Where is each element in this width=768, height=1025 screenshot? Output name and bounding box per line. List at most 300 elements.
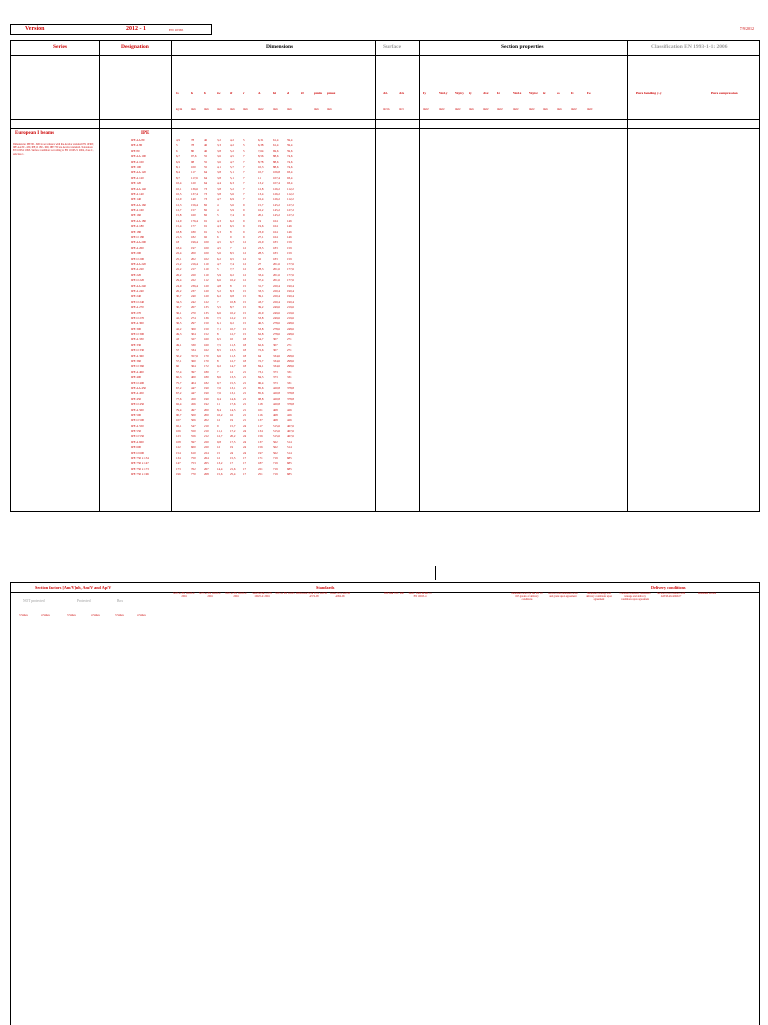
value-cell: 5,2 [230, 148, 234, 153]
value-cell: 12 [217, 418, 221, 423]
value-cell: 12,9 [176, 197, 182, 202]
value-cell: 15 [243, 310, 247, 315]
designation-cell: IPE A 100 [131, 159, 144, 164]
value-cell: 64 [258, 353, 262, 358]
value-cell: 6 [217, 235, 219, 240]
delivery-column-header: section with minimum order and grade upon agreement [548, 592, 578, 598]
value-cell: 190 [204, 391, 209, 396]
designation-cell: IPE 120 [131, 181, 142, 186]
value-cell: 21 [243, 391, 247, 396]
value-cell: 20,2 [230, 434, 236, 439]
value-cell: 17 [243, 466, 247, 471]
value-cell: 447 [191, 391, 196, 396]
value-cell: 220,4 [273, 299, 280, 304]
value-cell: 112,2 [287, 186, 294, 191]
value-cell: 278,6 [273, 332, 280, 337]
value-cell: 55 [204, 164, 208, 169]
designation-cell: IPE O 200 [131, 256, 145, 261]
value-cell: 9,2 [217, 364, 221, 369]
value-cell: 6,6 [217, 353, 221, 358]
value-cell: 123 [176, 434, 181, 439]
standard-column-header: S235 to EN 10025-2: 2004 [172, 592, 196, 598]
value-cell: 88,6 [273, 159, 279, 164]
value-cell: 278,6 [273, 326, 280, 331]
value-cell: 249,6 [273, 305, 280, 310]
unit-cell: mm [314, 107, 319, 111]
value-cell: 9,5 [230, 256, 234, 261]
symbol-cell: pmin [314, 91, 322, 95]
value-cell: 177,6 [287, 261, 294, 266]
value-cell: 22,9 [258, 240, 264, 245]
designation-cell: IPE O 220 [131, 278, 145, 283]
value-cell: 127,2 [287, 202, 294, 207]
unit-cell: mm [543, 107, 548, 111]
value-cell: 159 [287, 256, 292, 261]
unit-row [11, 107, 759, 113]
value-cell: 373 [273, 380, 278, 385]
value-cell: 14,7 [230, 364, 236, 369]
value-cell: 4,7 [217, 197, 221, 202]
value-cell: 27,1 [258, 235, 264, 240]
value-cell: 182 [204, 380, 209, 385]
value-cell: 420,8 [273, 402, 280, 407]
value-cell: 249,6 [273, 315, 280, 320]
value-cell: 102 [204, 256, 209, 261]
value-cell: 164 [273, 235, 278, 240]
value-cell: 145,2 [273, 213, 280, 218]
value-cell: 21 [243, 407, 247, 412]
value-cell: 187 [258, 461, 263, 466]
value-cell: 685 [287, 461, 292, 466]
value-cell: 15 [243, 326, 247, 331]
value-cell: 15 [217, 450, 221, 455]
value-cell: 17 [243, 472, 247, 477]
value-cell: 37,4 [258, 278, 264, 283]
value-cell: 120 [204, 288, 209, 293]
value-cell: 183 [273, 251, 278, 256]
value-cell: 248,6 [287, 332, 294, 337]
value-cell: 334,6 [273, 359, 280, 364]
value-cell: 3,6 [217, 159, 221, 164]
value-cell: 15 [243, 299, 247, 304]
value-cell: 5 [176, 143, 178, 148]
value-cell: 14,6 [230, 396, 236, 401]
value-cell: 11,5 [230, 353, 236, 358]
value-cell: 12,2 [230, 315, 236, 320]
unit-cell: mm² [258, 107, 264, 111]
value-cell: 5,9 [230, 208, 234, 213]
value-cell: 146 [287, 235, 292, 240]
value-cell: 420,8 [273, 385, 280, 390]
value-cell: 4,9 [176, 138, 180, 142]
value-cell: 16,2 [258, 208, 264, 213]
designation-cell: IPE 550 [131, 429, 142, 434]
symbol-cell: A [258, 91, 261, 95]
value-cell: 106 [176, 429, 181, 434]
header-standards: Standards [316, 585, 335, 590]
value-cell: 64 [204, 181, 208, 186]
symbol-cell: iz [543, 91, 546, 95]
value-cell: 177,6 [287, 267, 294, 272]
value-cell: 126,2 [273, 197, 280, 202]
value-cell: 17,5 [230, 439, 236, 444]
value-cell: 17,6 [230, 402, 236, 407]
value-cell: 134 [176, 456, 181, 461]
value-cell: 200 [204, 407, 209, 412]
value-cell: 15,8 [176, 213, 182, 218]
value-cell: 21 [243, 380, 247, 385]
value-cell: 112,2 [287, 197, 294, 202]
value-cell: 164 [273, 224, 278, 229]
value-cell: 91 [204, 229, 208, 234]
sub-not-protected: NOT protected [23, 599, 45, 603]
value-cell: 18,4 [176, 245, 182, 250]
value-cell: 67,2 [176, 391, 182, 396]
value-cell: 265 [204, 461, 209, 466]
value-cell: 3,8 [217, 175, 221, 180]
designation-cell: IPE A 80 [131, 143, 143, 148]
value-cell: 36,5 [176, 321, 182, 326]
value-cell: 110 [204, 261, 209, 266]
unit-cell: mm [230, 107, 235, 111]
value-cell: 156,4 [191, 202, 198, 207]
value-cell: 145,2 [273, 202, 280, 207]
value-cell: 11 [217, 402, 220, 407]
delivery-column-header: minimum section [697, 592, 717, 595]
value-cell: 173 [176, 466, 181, 471]
value-cell: 719 [273, 466, 278, 471]
designation-cell: IPE A 400 [131, 369, 144, 374]
designation-cell: IPE AA 200 [131, 240, 146, 245]
value-cell: 7,5 [217, 342, 221, 347]
value-cell: 8,1 [176, 164, 180, 169]
section-properties-table [10, 40, 760, 512]
designation-cell: IPE A 270 [131, 305, 144, 310]
value-cell: 101 [258, 407, 263, 412]
value-cell: 180 [191, 229, 196, 234]
value-cell: 18 [243, 359, 247, 364]
value-cell: 450 [191, 396, 196, 401]
value-cell: 248,6 [287, 321, 294, 326]
value-cell: 197 [191, 245, 196, 250]
value-cell: 19 [258, 218, 262, 223]
header-series: Series [53, 44, 68, 50]
value-cell: 156 [258, 445, 263, 450]
value-cell: 12,7 [230, 359, 236, 364]
header-section-properties: Section properties [501, 44, 544, 50]
value-cell: 330 [191, 342, 196, 347]
value-cell: 373 [273, 369, 278, 374]
value-cell: 242 [191, 299, 196, 304]
value-cell: 196 [176, 472, 181, 477]
symbol-cell: r [243, 91, 245, 95]
unit-cell: mm [557, 107, 562, 111]
value-cell: 127,2 [287, 208, 294, 213]
value-cell: 190,4 [287, 294, 294, 299]
designation-cell: IPE O 600 [131, 450, 145, 455]
value-cell: 9 [243, 208, 245, 213]
value-cell: 12 [243, 251, 247, 256]
value-cell: 12 [243, 278, 247, 283]
symbol-cell: Pure bending y-y [636, 91, 662, 95]
value-cell: 770 [191, 472, 196, 477]
symbol-cell: AL [383, 91, 388, 95]
value-cell: 146 [287, 229, 292, 234]
value-cell: 4,4 [217, 181, 221, 186]
value-cell: 210 [204, 423, 209, 428]
value-cell: 456 [191, 402, 196, 407]
value-cell: 91 [204, 218, 208, 223]
value-cell: 378,8 [287, 385, 294, 390]
value-cell: 447 [191, 385, 196, 390]
value-cell: 62,8 [258, 332, 264, 337]
value-cell: 146 [287, 224, 292, 229]
value-cell: 307 [273, 348, 278, 353]
value-cell: 426 [287, 412, 292, 417]
value-cell: 29,4 [176, 278, 182, 283]
section-factors-table [10, 582, 760, 1025]
value-cell: 27 [258, 261, 262, 266]
value-cell: 54,7 [258, 337, 264, 342]
value-cell: 685 [287, 466, 292, 471]
value-cell: 4,7 [217, 261, 221, 266]
value-cell: 220,4 [273, 288, 280, 293]
value-cell: 122 [176, 445, 181, 450]
value-cell: 5 [243, 143, 245, 148]
value-cell: 91 [204, 224, 208, 229]
value-cell: 183 [273, 240, 278, 245]
value-cell: 84,1 [258, 364, 264, 369]
value-cell: 93,4 [287, 181, 293, 186]
designation-cell: IPE A 180 [131, 224, 144, 229]
value-cell: 6,2 [230, 218, 234, 223]
value-cell: 170 [204, 353, 209, 358]
value-cell: 3,8 [217, 148, 221, 153]
value-cell: 7 [217, 369, 219, 374]
designation-cell: IPE A 120 [131, 175, 144, 180]
designation-cell: IPE A 200 [131, 245, 144, 250]
value-cell: 74,6 [287, 159, 293, 164]
value-cell: 22,2 [176, 267, 182, 272]
value-cell: 5,3 [217, 229, 221, 234]
value-cell: 23,5 [258, 245, 264, 250]
value-cell: 77,6 [176, 396, 182, 401]
value-cell: 93,4 [287, 175, 293, 180]
value-cell: 5,5 [217, 305, 221, 310]
value-cell: 217 [191, 267, 196, 272]
value-cell: 21 [243, 385, 247, 390]
designation-cell: IPE 270 [131, 310, 142, 315]
value-cell: 6,9 [176, 159, 180, 164]
value-cell: 59,4 [287, 138, 293, 142]
delivery-column-header: Minimum tonnage and delivery conditions upon agreement [586, 592, 612, 601]
value-cell: 7 [243, 197, 245, 202]
value-cell: 57,1 [176, 359, 182, 364]
value-cell: 5,1 [230, 175, 234, 180]
value-cell: 93,4 [287, 170, 293, 175]
value-cell: 160 [191, 213, 196, 218]
value-cell: 73,1 [258, 369, 264, 374]
value-cell: 278,6 [273, 321, 280, 326]
value-cell: 404 [191, 380, 196, 385]
value-cell: 298,6 [287, 364, 294, 369]
value-cell: 11,5 [230, 342, 236, 347]
designation-cell: IPE 750 x 134 [131, 456, 149, 461]
value-cell: 72,6 [258, 348, 264, 353]
value-cell: 562 [273, 439, 278, 444]
designation-cell: IPE AA 100 [131, 154, 146, 159]
value-cell: 97,6 [191, 154, 197, 159]
value-cell: 92 [204, 235, 208, 240]
value-cell: 107,4 [273, 175, 280, 180]
value-cell: 249,6 [273, 310, 280, 315]
value-cell: 719 [273, 456, 278, 461]
value-cell: 236,4 [191, 283, 198, 288]
value-cell: 18 [176, 240, 180, 245]
value-cell: 107,4 [273, 181, 280, 186]
value-cell: 72,7 [258, 359, 264, 364]
value-cell: 9 [243, 202, 245, 207]
value-cell: 719 [273, 472, 278, 477]
value-cell: 420,8 [273, 396, 280, 401]
value-cell: 19 [230, 418, 234, 423]
value-cell: 9 [243, 218, 245, 223]
value-cell: 135 [204, 310, 209, 315]
symbol-cell: Wel.y [439, 91, 448, 95]
value-cell: 74,6 [287, 164, 293, 169]
designation-cell: IPE O 240 [131, 299, 145, 304]
value-cell: 183 [273, 245, 278, 250]
value-cell: 219,6 [287, 315, 294, 320]
symbol-cell: Iy [423, 91, 427, 95]
value-cell: 3,6 [217, 154, 221, 159]
value-cell: 46 [204, 148, 208, 153]
value-cell: 46 [204, 143, 208, 148]
value-cell: 92,4 [176, 402, 182, 407]
value-cell: 297 [191, 321, 196, 326]
value-cell: 152 [204, 332, 209, 337]
value-cell: 14,4 [217, 466, 223, 471]
value-cell: 46,5 [258, 321, 264, 326]
designation-cell: IPE AA 160 [131, 202, 146, 207]
symbol-cell: tw [217, 91, 221, 95]
value-cell: 7,4 [230, 213, 234, 218]
value-cell: 9,2 [230, 272, 234, 277]
value-cell: 8,4 [176, 170, 180, 175]
value-cell: 36,1 [176, 310, 182, 315]
value-cell: 190,4 [287, 299, 294, 304]
designation-cell: IPE O 270 [131, 315, 145, 320]
value-cell: 497 [191, 407, 196, 412]
standard-column-header: S355 to EN 10025-2: 2004 [224, 592, 248, 598]
value-cell: 62,6 [258, 342, 264, 347]
sides-cell: 4 Sides [41, 613, 50, 617]
value-cell: 10,3 [258, 164, 264, 169]
standard-column-header: S420 / S460 M/ML to EN 10025-4 [408, 592, 432, 598]
value-cell: 55 [204, 154, 208, 159]
version-value: 2012 - 1 [126, 26, 146, 32]
value-cell: 8 [217, 332, 219, 337]
value-cell: 24 [230, 450, 234, 455]
value-cell: 117 [191, 170, 196, 175]
value-cell: 73 [204, 186, 208, 191]
value-cell: 42,2 [176, 326, 182, 331]
value-cell: 127,2 [287, 213, 294, 218]
unit-cell: mm⁴ [571, 107, 577, 111]
designation-cell: IPE AA 240 [131, 283, 146, 288]
value-cell: 10,2 [230, 310, 236, 315]
unit-cell: mm² [483, 107, 489, 111]
value-cell: 12 [243, 267, 247, 272]
symbol-cell: Wpl.z [529, 91, 538, 95]
value-cell: 7 [243, 191, 245, 196]
value-cell: 8,4 [217, 407, 221, 412]
sides-cell: 3 Sides [115, 613, 124, 617]
value-cell: 12,7 [217, 434, 223, 439]
value-cell: 190 [204, 385, 209, 390]
value-cell: 135 [204, 305, 209, 310]
value-cell: 190 [204, 396, 209, 401]
value-cell: 39,2 [258, 305, 264, 310]
value-cell: 12 [243, 272, 247, 277]
value-cell: 136,6 [191, 186, 198, 191]
value-cell: 6,5 [217, 337, 221, 342]
value-cell: 3,2 [217, 138, 221, 142]
unit-cell: mm [287, 107, 292, 111]
symbol-cell: Iw [587, 91, 591, 95]
value-cell: 16,4 [258, 197, 264, 202]
value-cell: 13,5 [230, 348, 236, 353]
standard-column-header: Grade 50 to ASTM A992-06 [330, 592, 350, 598]
value-cell: 9 [243, 224, 245, 229]
designation-cell: IPE 500 [131, 412, 142, 417]
symbol-cell: AG [399, 91, 405, 95]
value-cell: 515,6 [273, 434, 280, 439]
value-cell: 145,2 [273, 208, 280, 213]
designation-cell: IPE 750 x 196 [131, 472, 149, 477]
value-cell: 5,1 [230, 170, 234, 175]
value-cell: 420,8 [273, 391, 280, 396]
value-cell: 172 [204, 364, 209, 369]
value-cell: 21 [243, 396, 247, 401]
value-cell: 13,2 [217, 461, 223, 466]
value-cell: 201,6 [273, 278, 280, 283]
value-cell: 4,2 [230, 143, 234, 148]
designation-cell: IPE 160 [131, 213, 142, 218]
designation-cell: IPE 180 [131, 229, 142, 234]
value-cell: 5,7 [230, 164, 234, 169]
value-cell: 5 [243, 138, 245, 142]
value-cell: 15 [243, 305, 247, 310]
unit-cell: m²/t [399, 107, 404, 111]
designation-cell: IPE A 140 [131, 191, 144, 196]
value-cell: 156 [258, 434, 263, 439]
value-cell: 24 [243, 423, 247, 428]
designation-cell: IPE 100 [131, 164, 142, 169]
value-cell: 5,9 [217, 272, 221, 277]
value-cell: 307 [273, 342, 278, 347]
value-cell: 7,6 [217, 391, 221, 396]
unit-cell: kg/m [176, 107, 183, 111]
value-cell: 21 [243, 369, 247, 374]
value-cell: 201,6 [273, 261, 280, 266]
value-cell: 378,8 [287, 402, 294, 407]
page-separator [435, 566, 436, 580]
designation-cell: IPE O 330 [131, 348, 145, 353]
value-cell: 53,8 [258, 315, 264, 320]
value-cell: 7 [243, 186, 245, 191]
unit-cell: mm [273, 107, 278, 111]
